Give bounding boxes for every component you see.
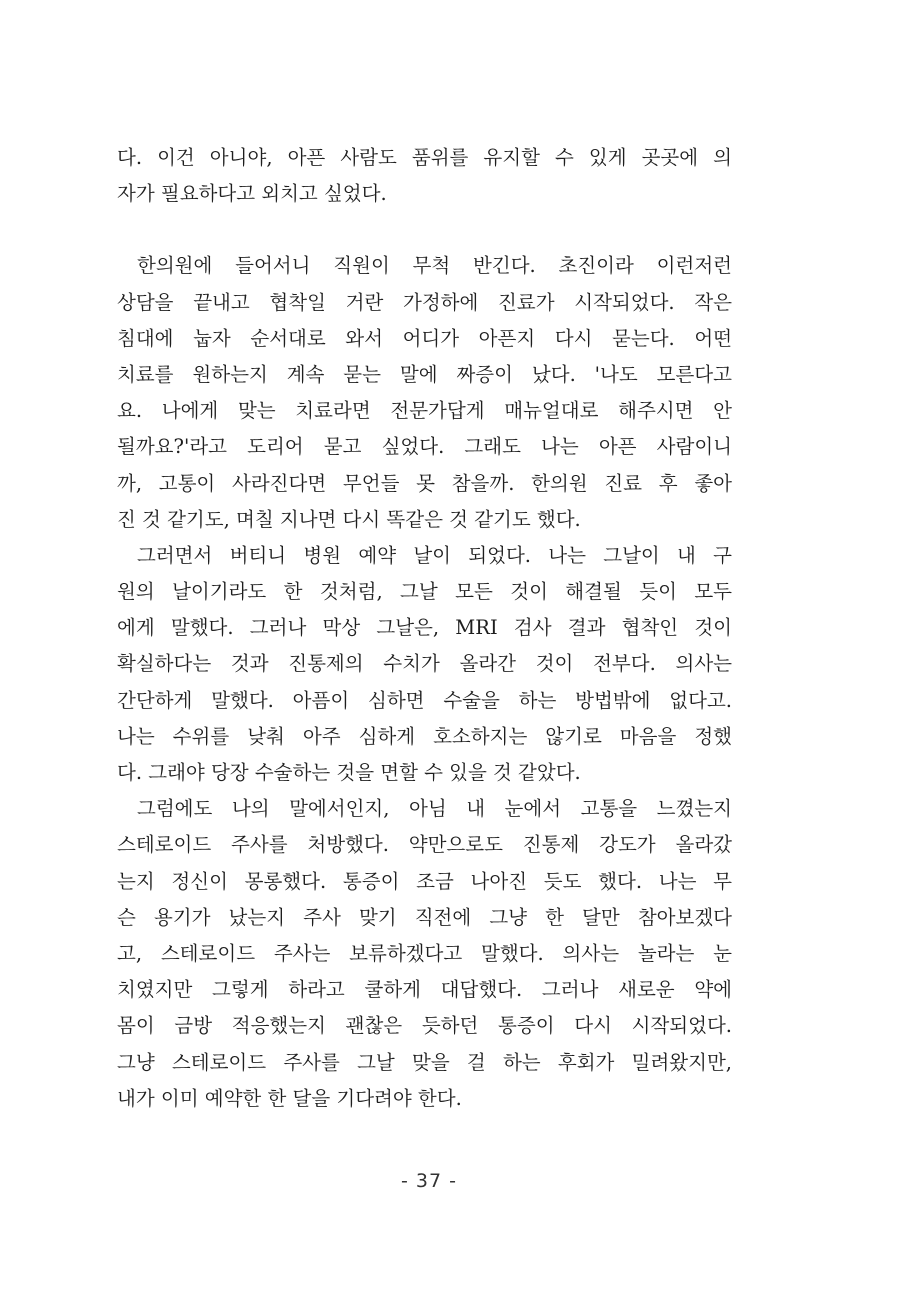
text-line: 까, 고통이 사라진다면 무언들 못 참을까. 한의원 진료 후 좋아 [117,471,732,495]
text-line: 침대에 눕자 순서대로 와서 어디가 아픈지 다시 묻는다. 어떤 [117,326,732,350]
text-line: 자가 필요하다고 외치고 싶었다. [117,182,387,206]
paragraph-gap [117,212,732,248]
text-line: 한의원에 들어서니 직원이 무척 반긴다. 초진이라 이런저런 [137,254,732,278]
text-line: 원의 날이기라도 한 것처럼, 그날 모든 것이 해결될 듯이 모두 [117,580,732,604]
body-text [117,140,732,1117]
text-line: 될까요?'라고 도리어 묻고 싶었다. 그래도 나는 아픈 사람이니 [117,435,732,459]
text-line: 그럼에도 나의 말에서인지, 아님 내 눈에서 고통을 느꼈는지 [137,797,732,821]
text-line: 그냥 스테로이드 주사를 그날 맞을 걸 하는 후회가 밀려왔지만, [117,1050,732,1074]
text-line: 나는 수위를 낮춰 아주 심하게 호소하지는 않기로 마음을 정했 [117,724,732,748]
paragraph-steroid [117,791,732,1117]
text-line: 치료를 원하는지 계속 묻는 말에 짜증이 났다. '나도 모른다고 [117,362,732,386]
text-line: 고, 스테로이드 주사는 보류하겠다고 말했다. 의사는 놀라는 눈 [117,941,732,965]
paragraph-clinic [117,248,732,538]
paragraph-hospital [117,538,732,791]
text-line: 스테로이드 주사를 처방했다. 약만으로도 진통제 강도가 올라갔 [117,833,732,857]
text-line: 몸이 금방 적응했는지 괜찮은 듯하던 통증이 다시 시작되었다. [117,1014,732,1038]
paragraph-continuation [117,140,732,212]
text-line: 상담을 끝내고 협착일 거란 가정하에 진료가 시작되었다. 작은 [117,290,732,314]
text-line: 그러면서 버티니 병원 예약 날이 되었다. 나는 그날이 내 구 [137,543,732,567]
text-line: 간단하게 말했다. 아픔이 심하면 수술을 하는 방법밖에 없다고. [117,688,732,712]
page-number: - 37 - [401,1170,457,1192]
text-line: 내가 이미 예약한 한 달을 기다려야 한다. [117,1086,462,1110]
text-line: 는지 정신이 몽롱했다. 통증이 조금 나아진 듯도 했다. 나는 무 [117,869,732,893]
text-line: 다. 그래야 당장 수술하는 것을 면할 수 있을 것 같았다. [117,761,581,784]
text-line: 요. 나에게 맞는 치료라면 전문가답게 매뉴얼대로 해주시면 안 [117,399,732,423]
text-line: 다. 이건 아니야, 아픈 사람도 품위를 유지할 수 있게 곳곳에 의 [117,146,732,169]
text-line: 슨 용기가 났는지 주사 맞기 직전에 그냥 한 달만 참아보겠다 [117,905,732,929]
text-line: 치였지만 그렇게 하라고 쿨하게 대답했다. 그러나 새로운 약에 [117,978,732,1002]
text-line: 에게 말했다. 그러나 막상 그날은, MRI 검사 결과 협착인 것이 [117,616,732,640]
text-line: 확실하다는 것과 진통제의 수치가 올라간 것이 전부다. 의사는 [117,652,732,676]
text-line: 진 것 같기도, 며칠 지나면 다시 똑같은 것 같기도 했다. [117,507,581,531]
